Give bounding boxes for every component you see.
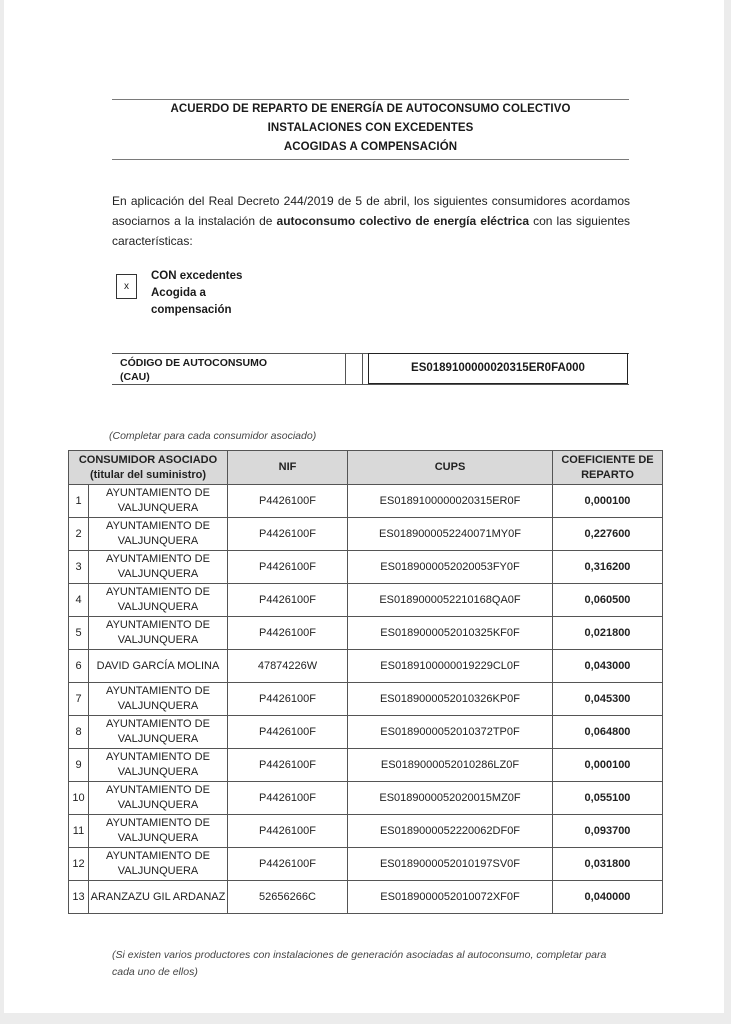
nif-cell: P4426100F <box>228 518 348 551</box>
table-row <box>69 716 663 749</box>
nif-cell: P4426100F <box>228 815 348 848</box>
row-number: 7 <box>69 683 89 716</box>
cau-divider-2 <box>362 353 363 385</box>
nif-cell: P4426100F <box>228 749 348 782</box>
cups-cell: ES0189000052020015MZ0F <box>348 782 553 815</box>
nif-cell: P4426100F <box>228 551 348 584</box>
coefficient-cell: 0,093700 <box>553 815 663 848</box>
row-number: 8 <box>69 716 89 749</box>
table-row <box>69 782 663 815</box>
nif-cell: P4426100F <box>228 485 348 518</box>
coefficient-cell: 0,316200 <box>553 551 663 584</box>
consumer-name-cell: AYUNTAMIENTO DE VALJUNQUERA <box>89 782 228 815</box>
table-row <box>69 749 663 782</box>
table-header-row <box>69 451 663 485</box>
title-top-rule <box>112 99 629 100</box>
consumer-name-cell: AYUNTAMIENTO DE VALJUNQUERA <box>89 485 228 518</box>
consumer-name-cell: AYUNTAMIENTO DE VALJUNQUERA <box>89 848 228 881</box>
intro-paragraph <box>112 191 630 251</box>
table-row <box>69 848 663 881</box>
coefficient-cell: 0,064800 <box>553 716 663 749</box>
consumer-name-cell: AYUNTAMIENTO DE VALJUNQUERA <box>89 551 228 584</box>
row-number: 12 <box>69 848 89 881</box>
option-label-line-3: compensación <box>151 304 232 316</box>
table-row <box>69 881 663 914</box>
consumer-name-cell: AYUNTAMIENTO DE VALJUNQUERA <box>89 749 228 782</box>
coefficient-cell: 0,060500 <box>553 584 663 617</box>
intro-text-1: En aplicación del Real Decreto 244/2019 de 5 de abril, los siguientes consumidores acordamos asociarnos a la instalación de <box>112 194 630 228</box>
cups-cell: ES0189000052010197SV0F <box>348 848 553 881</box>
table-row <box>69 584 663 617</box>
cau-label-line-1: CÓDIGO DE AUTOCONSUMO <box>120 357 268 369</box>
cau-value-field[interactable]: ES0189100000020315ER0FA000 <box>368 353 628 384</box>
row-number: 10 <box>69 782 89 815</box>
coefficient-cell: 0,031800 <box>553 848 663 881</box>
consumer-name-cell: AYUNTAMIENTO DE VALJUNQUERA <box>89 518 228 551</box>
row-number: 11 <box>69 815 89 848</box>
cups-cell: ES0189000052010372TP0F <box>348 716 553 749</box>
table-instruction-note: (Completar para cada consumidor asociado) <box>109 430 317 442</box>
table-row <box>69 617 663 650</box>
consumer-name-cell: AYUNTAMIENTO DE VALJUNQUERA <box>89 815 228 848</box>
document-page <box>4 0 724 1013</box>
option-label-line-1: CON excedentes <box>151 270 243 282</box>
cau-divider-1 <box>345 353 346 385</box>
nif-cell: 47874226W <box>228 650 348 683</box>
cups-cell: ES0189000052240071MY0F <box>348 518 553 551</box>
consumer-name-cell: AYUNTAMIENTO DE VALJUNQUERA <box>89 584 228 617</box>
coefficient-cell: 0,000100 <box>553 485 663 518</box>
title-line-2: INSTALACIONES CON EXCEDENTES <box>267 122 474 134</box>
title-line-1: ACUERDO DE REPARTO DE ENERGÍA DE AUTOCONSUMO COLECTIVO <box>170 103 571 115</box>
row-number: 6 <box>69 650 89 683</box>
consumer-name-cell: DAVID GARCÍA MOLINA <box>89 650 228 683</box>
consumer-name-cell: AYUNTAMIENTO DE VALJUNQUERA <box>89 716 228 749</box>
coefficient-cell: 0,227600 <box>553 518 663 551</box>
title-bottom-rule <box>112 159 629 160</box>
row-number: 4 <box>69 584 89 617</box>
header-nif: NIF <box>228 451 348 485</box>
header-cups: CUPS <box>348 451 553 485</box>
cups-cell: ES0189100000019229CL0F <box>348 650 553 683</box>
coefficient-cell: 0,040000 <box>553 881 663 914</box>
cups-cell: ES0189000052220062DF0F <box>348 815 553 848</box>
nif-cell: P4426100F <box>228 617 348 650</box>
nif-cell: P4426100F <box>228 716 348 749</box>
table-row <box>69 650 663 683</box>
coefficient-cell: 0,045300 <box>553 683 663 716</box>
row-number: 9 <box>69 749 89 782</box>
nif-cell: P4426100F <box>228 848 348 881</box>
row-number: 13 <box>69 881 89 914</box>
header-consumer: CONSUMIDOR ASOCIADO (titular del suministro) <box>69 451 228 485</box>
title-line-3: ACOGIDAS A COMPENSACIÓN <box>283 141 458 153</box>
cau-label-line-2: (CAU) <box>120 371 150 383</box>
excedentes-checkbox[interactable]: x <box>116 274 137 299</box>
cups-cell: ES0189000052010072XF0F <box>348 881 553 914</box>
footer-note: (Si existen varios productores con instalaciones de generación asociadas al autoconsumo, completar para cada uno de ellos) <box>112 949 607 978</box>
coefficient-cell: 0,055100 <box>553 782 663 815</box>
cau-label <box>120 356 340 384</box>
row-number: 5 <box>69 617 89 650</box>
intro-bold-text: autoconsumo colectivo de energía eléctrica <box>276 214 529 228</box>
consumer-name-cell: ARANZAZU GIL ARDANAZ <box>89 881 228 914</box>
cups-cell: ES0189100000020315ER0F <box>348 485 553 518</box>
nif-cell: 52656266C <box>228 881 348 914</box>
table-row <box>69 518 663 551</box>
coefficient-cell: 0,043000 <box>553 650 663 683</box>
cau-bottom-rule <box>112 384 629 385</box>
table-row <box>69 683 663 716</box>
table-body <box>69 485 663 914</box>
consumer-name-cell: AYUNTAMIENTO DE VALJUNQUERA <box>89 617 228 650</box>
intro-text-2: con las siguientes características: <box>112 214 630 248</box>
option-label-line-2: Acogida a <box>151 287 206 299</box>
nif-cell: P4426100F <box>228 782 348 815</box>
row-number: 1 <box>69 485 89 518</box>
table-row <box>69 815 663 848</box>
cups-cell: ES0189000052010325KF0F <box>348 617 553 650</box>
header-coef: COEFICIENTE DE REPARTO <box>553 451 663 485</box>
row-number: 2 <box>69 518 89 551</box>
consumers-table <box>68 450 663 914</box>
consumer-name-cell: AYUNTAMIENTO DE VALJUNQUERA <box>89 683 228 716</box>
cups-cell: ES0189000052210168QA0F <box>348 584 553 617</box>
cups-cell: ES0189000052010286LZ0F <box>348 749 553 782</box>
excedentes-option-label <box>151 268 271 319</box>
row-number: 3 <box>69 551 89 584</box>
table-row <box>69 551 663 584</box>
nif-cell: P4426100F <box>228 683 348 716</box>
table-row <box>69 485 663 518</box>
cups-cell: ES0189000052010326KP0F <box>348 683 553 716</box>
nif-cell: P4426100F <box>228 584 348 617</box>
cups-cell: ES0189000052020053FY0F <box>348 551 553 584</box>
coefficient-cell: 0,000100 <box>553 749 663 782</box>
coefficient-cell: 0,021800 <box>553 617 663 650</box>
